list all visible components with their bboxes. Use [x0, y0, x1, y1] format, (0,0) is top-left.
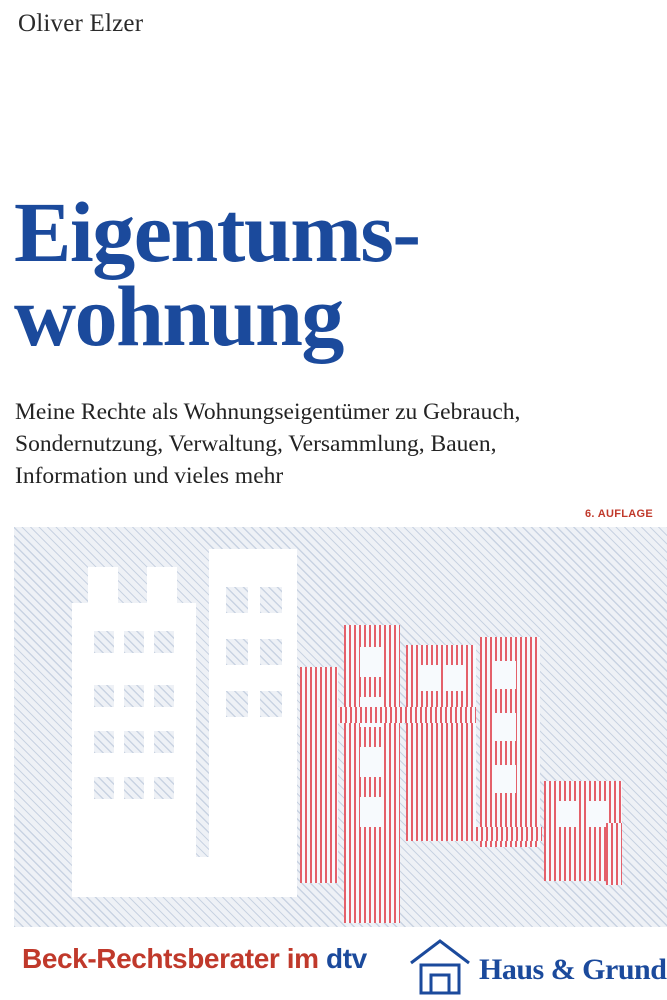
- building-tower-1: [88, 567, 118, 603]
- red-building-window: [360, 797, 382, 827]
- building-window: [94, 631, 114, 653]
- subtitle-line-2: Sondernutzung, Verwaltung, Versammlung, Bauen,: [15, 431, 497, 458]
- red-connector-bar-3: [606, 823, 622, 885]
- building-window: [260, 587, 282, 613]
- subtitle-line-3: Information und vieles mehr: [15, 463, 284, 490]
- building-window: [226, 587, 248, 613]
- cover-footer: [0, 927, 667, 1000]
- building-window: [124, 777, 144, 799]
- house-icon: [407, 937, 473, 995]
- building-window: [94, 777, 114, 799]
- building-right-wing: [209, 549, 297, 897]
- title-line-1: Eigentums-: [14, 184, 420, 280]
- edition-badge: 6. AUFLAGE: [585, 508, 653, 520]
- building-window: [154, 685, 174, 707]
- subtitle: [15, 396, 660, 493]
- author-name: Oliver Elzer: [18, 10, 144, 37]
- building-window: [154, 731, 174, 753]
- building-window: [154, 777, 174, 799]
- red-connector-bar-1: [300, 707, 476, 723]
- red-building-window: [360, 647, 382, 677]
- publisher-label: dtv: [326, 943, 367, 974]
- building-window: [154, 631, 174, 653]
- building-window: [226, 691, 248, 717]
- red-building-window: [494, 661, 516, 689]
- building-window: [94, 685, 114, 707]
- red-building-window: [494, 765, 516, 793]
- building-window: [260, 691, 282, 717]
- partner-logo: [393, 931, 667, 997]
- red-building-window: [494, 713, 516, 741]
- title-line-2: wohnung: [14, 268, 343, 365]
- red-building-1: [300, 667, 338, 883]
- partner-name: Haus & Grund: [479, 953, 667, 986]
- subtitle-line-1: Meine Rechte als Wohnungseigentümer zu Gebrauch,: [15, 399, 521, 425]
- hatched-buildings-illustration: [14, 527, 667, 927]
- red-building-window: [446, 665, 466, 691]
- building-window: [260, 639, 282, 665]
- building-tower-2: [147, 567, 177, 603]
- building-window: [124, 631, 144, 653]
- building-window: [94, 731, 114, 753]
- red-building-window: [558, 801, 578, 827]
- red-building-window: [418, 665, 438, 691]
- red-building-window: [588, 801, 608, 827]
- building-window: [124, 685, 144, 707]
- page-title: [14, 184, 654, 365]
- building-window: [124, 731, 144, 753]
- series-prefix: Beck-Rechtsberater im: [22, 943, 326, 974]
- building-base: [72, 857, 297, 897]
- series-label: [22, 943, 367, 975]
- building-window: [226, 639, 248, 665]
- red-connector-bar-2: [406, 827, 542, 841]
- red-building-window: [360, 747, 382, 777]
